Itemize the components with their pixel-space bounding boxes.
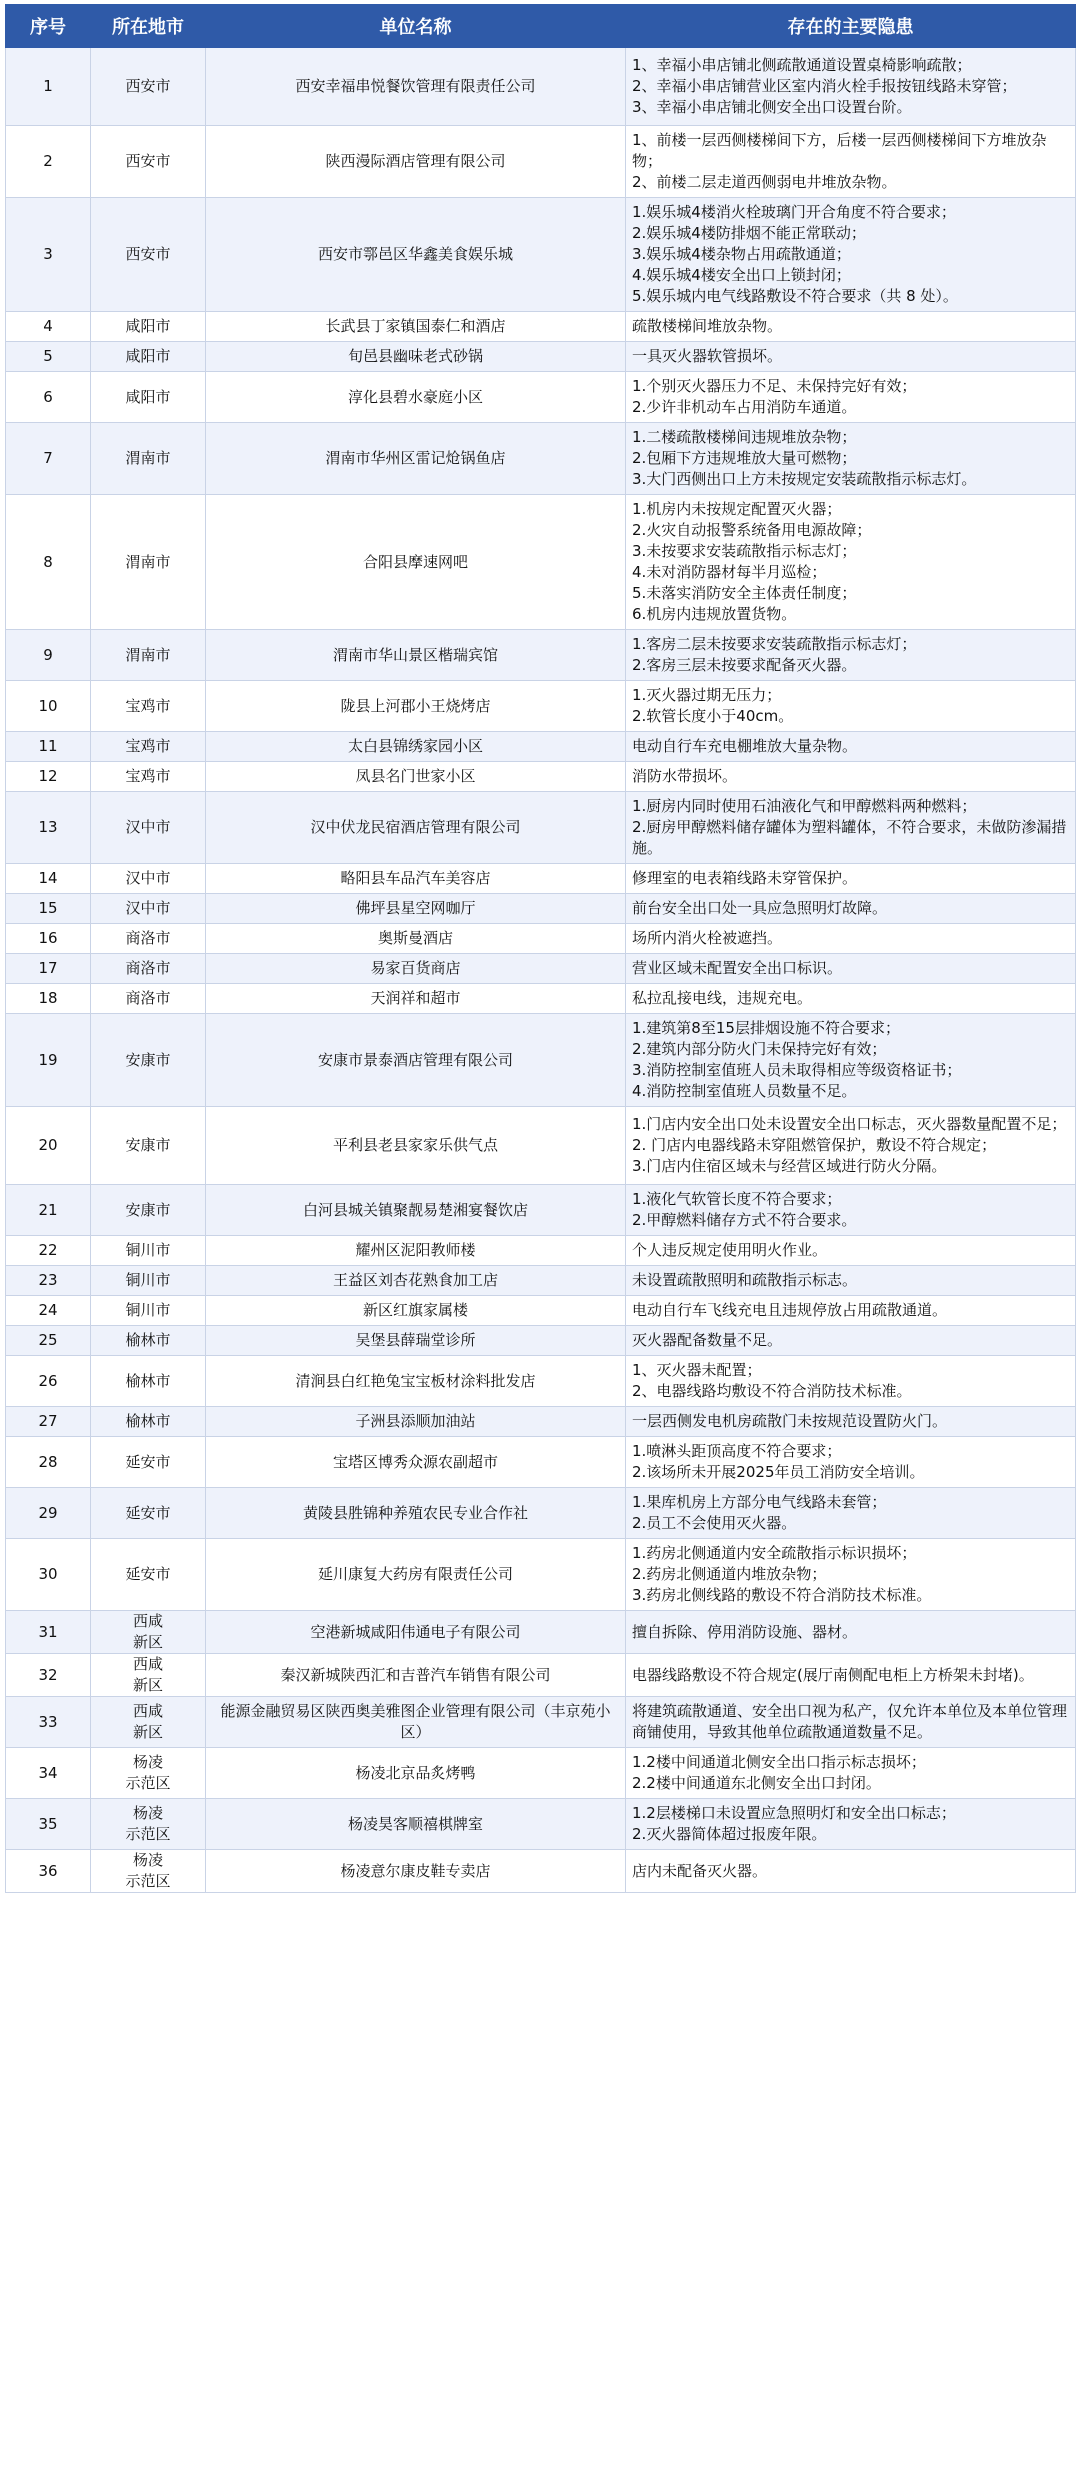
row-serial-cell: 16 bbox=[6, 924, 91, 954]
row-serial-cell: 28 bbox=[6, 1437, 91, 1488]
header-main-hazards: 存在的主要隐患 bbox=[626, 5, 1076, 48]
row-hazards-cell: 电动自行车飞线充电且违规停放占用疏散通道。 bbox=[626, 1296, 1076, 1326]
row-serial-cell: 11 bbox=[6, 732, 91, 762]
hazard-table bbox=[5, 4, 1076, 1893]
row-serial-cell: 15 bbox=[6, 894, 91, 924]
table-row bbox=[6, 198, 1076, 312]
table-row bbox=[6, 1697, 1076, 1748]
row-city-cell: 延安市 bbox=[91, 1539, 206, 1611]
table-row bbox=[6, 792, 1076, 864]
row-city-cell: 宝鸡市 bbox=[91, 762, 206, 792]
row-hazards-cell: 1.二楼疏散楼梯间违规堆放杂物； 2.包厢下方违规堆放大量可燃物； 3.大门西侧出口上方未按规定安装疏散指示标志灯。 bbox=[626, 423, 1076, 495]
row-city-cell: 咸阳市 bbox=[91, 312, 206, 342]
row-hazards-cell: 1.门店内安全出口处未设置安全出口标志，灭火器数量配置不足； 2. 门店内电器线路未穿阻燃管保护，敷设不符合规定； 3.门店内住宿区域未与经营区域进行防火分隔。 bbox=[626, 1107, 1076, 1185]
row-serial-cell: 29 bbox=[6, 1488, 91, 1539]
row-unit-name-cell: 天润祥和超市 bbox=[206, 984, 626, 1014]
row-unit-name-cell: 汉中伏龙民宿酒店管理有限公司 bbox=[206, 792, 626, 864]
row-hazards-cell: 个人违反规定使用明火作业。 bbox=[626, 1236, 1076, 1266]
table-row bbox=[6, 1748, 1076, 1799]
row-serial-cell: 18 bbox=[6, 984, 91, 1014]
row-city-cell: 西安市 bbox=[91, 126, 206, 198]
row-hazards-cell: 私拉乱接电线，违规充电。 bbox=[626, 984, 1076, 1014]
row-unit-name-cell: 陇县上河郡小王烧烤店 bbox=[206, 681, 626, 732]
row-city-cell: 渭南市 bbox=[91, 630, 206, 681]
row-serial-cell: 23 bbox=[6, 1266, 91, 1296]
row-hazards-cell: 1.灭火器过期无压力； 2.软管长度小于40cm。 bbox=[626, 681, 1076, 732]
row-city-cell: 安康市 bbox=[91, 1185, 206, 1236]
table-row bbox=[6, 1326, 1076, 1356]
table-row bbox=[6, 1356, 1076, 1407]
row-unit-name-cell: 易家百货商店 bbox=[206, 954, 626, 984]
row-hazards-cell: 1.娱乐城4楼消火栓玻璃门开合角度不符合要求； 2.娱乐城4楼防排烟不能正常联动； 3.娱乐城4楼杂物占用疏散通道； 4.娱乐城4楼安全出口上锁封闭； 5.娱乐城内电气线路敷设不符合要求（共 8 处）。 bbox=[626, 198, 1076, 312]
row-unit-name-cell: 能源金融贸易区陕西奥美雅图企业管理有限公司（丰京苑小区） bbox=[206, 1697, 626, 1748]
row-city-cell: 商洛市 bbox=[91, 924, 206, 954]
row-city-cell: 汉中市 bbox=[91, 894, 206, 924]
row-hazards-cell: 1.2楼中间通道北侧安全出口指示标志损坏； 2.2楼中间通道东北侧安全出口封闭。 bbox=[626, 1748, 1076, 1799]
row-city-cell: 安康市 bbox=[91, 1107, 206, 1185]
row-city-cell: 安康市 bbox=[91, 1014, 206, 1107]
row-hazards-cell: 一层西侧发电机房疏散门未按规范设置防火门。 bbox=[626, 1407, 1076, 1437]
row-hazards-cell: 1、前楼一层西侧楼梯间下方，后楼一层西侧楼梯间下方堆放杂物； 2、前楼二层走道西侧弱电井堆放杂物。 bbox=[626, 126, 1076, 198]
row-hazards-cell: 将建筑疏散通道、安全出口视为私产，仅允许本单位及本单位管理商铺使用，导致其他单位疏散通道数量不足。 bbox=[626, 1697, 1076, 1748]
row-unit-name-cell: 杨凌意尔康皮鞋专卖店 bbox=[206, 1850, 626, 1893]
row-hazards-cell: 电动自行车充电棚堆放大量杂物。 bbox=[626, 732, 1076, 762]
row-unit-name-cell: 长武县丁家镇国泰仁和酒店 bbox=[206, 312, 626, 342]
table-row bbox=[6, 1185, 1076, 1236]
row-city-cell: 西咸 新区 bbox=[91, 1611, 206, 1654]
row-hazards-cell: 疏散楼梯间堆放杂物。 bbox=[626, 312, 1076, 342]
header-city: 所在地市 bbox=[91, 5, 206, 48]
row-serial-cell: 1 bbox=[6, 48, 91, 126]
row-serial-cell: 7 bbox=[6, 423, 91, 495]
row-city-cell: 西安市 bbox=[91, 48, 206, 126]
row-hazards-cell: 1.2层楼梯口未设置应急照明灯和安全出口标志； 2.灭火器简体超过报废年限。 bbox=[626, 1799, 1076, 1850]
row-city-cell: 延安市 bbox=[91, 1488, 206, 1539]
row-city-cell: 铜川市 bbox=[91, 1236, 206, 1266]
row-hazards-cell: 1、灭火器未配置； 2、电器线路均敷设不符合消防技术标准。 bbox=[626, 1356, 1076, 1407]
row-serial-cell: 6 bbox=[6, 372, 91, 423]
row-hazards-cell: 修理室的电表箱线路未穿管保护。 bbox=[626, 864, 1076, 894]
table-row bbox=[6, 1654, 1076, 1697]
row-hazards-cell: 一具灭火器软管损坏。 bbox=[626, 342, 1076, 372]
row-unit-name-cell: 新区红旗家属楼 bbox=[206, 1296, 626, 1326]
row-city-cell: 西安市 bbox=[91, 198, 206, 312]
row-hazards-cell: 1.果库机房上方部分电气线路未套管； 2.员工不会使用灭火器。 bbox=[626, 1488, 1076, 1539]
row-serial-cell: 8 bbox=[6, 495, 91, 630]
row-unit-name-cell: 太白县锦绣家园小区 bbox=[206, 732, 626, 762]
table-row bbox=[6, 48, 1076, 126]
row-serial-cell: 14 bbox=[6, 864, 91, 894]
table-row bbox=[6, 423, 1076, 495]
row-serial-cell: 3 bbox=[6, 198, 91, 312]
row-city-cell: 榆林市 bbox=[91, 1326, 206, 1356]
header-serial: 序号 bbox=[6, 5, 91, 48]
row-city-cell: 杨凌 示范区 bbox=[91, 1748, 206, 1799]
row-hazards-cell: 店内未配备灭火器。 bbox=[626, 1850, 1076, 1893]
row-city-cell: 汉中市 bbox=[91, 792, 206, 864]
row-city-cell: 杨凌 示范区 bbox=[91, 1850, 206, 1893]
table-row bbox=[6, 630, 1076, 681]
row-unit-name-cell: 白河县城关镇聚靓易楚湘宴餐饮店 bbox=[206, 1185, 626, 1236]
row-hazards-cell: 消防水带损坏。 bbox=[626, 762, 1076, 792]
row-serial-cell: 5 bbox=[6, 342, 91, 372]
table-row bbox=[6, 1266, 1076, 1296]
header-unit-name: 单位名称 bbox=[206, 5, 626, 48]
row-hazards-cell: 1.药房北侧通道内安全疏散指示标识损坏； 2.药房北侧通道内堆放杂物； 3.药房北侧线路的敷设不符合消防技术标准。 bbox=[626, 1539, 1076, 1611]
row-serial-cell: 9 bbox=[6, 630, 91, 681]
table-row bbox=[6, 1107, 1076, 1185]
row-unit-name-cell: 宝塔区博秀众源农副超市 bbox=[206, 1437, 626, 1488]
row-serial-cell: 30 bbox=[6, 1539, 91, 1611]
table-row bbox=[6, 732, 1076, 762]
row-hazards-cell: 1.机房内未按规定配置灭火器； 2.火灾自动报警系统备用电源故障； 3.未按要求安装疏散指示标志灯； 4.未对消防器材每半月巡检； 5.未落实消防安全主体责任制度； 6.机房内违规放置货物。 bbox=[626, 495, 1076, 630]
row-serial-cell: 12 bbox=[6, 762, 91, 792]
row-unit-name-cell: 秦汉新城陕西汇和吉普汽车销售有限公司 bbox=[206, 1654, 626, 1697]
row-city-cell: 铜川市 bbox=[91, 1266, 206, 1296]
row-hazards-cell: 1、幸福小串店铺北侧疏散通道设置桌椅影响疏散； 2、幸福小串店铺营业区室内消火栓手报按钮线路未穿管； 3、幸福小串店铺北侧安全出口设置台阶。 bbox=[626, 48, 1076, 126]
table-row bbox=[6, 342, 1076, 372]
row-city-cell: 榆林市 bbox=[91, 1407, 206, 1437]
table-row bbox=[6, 1488, 1076, 1539]
row-unit-name-cell: 杨凌北京品炙烤鸭 bbox=[206, 1748, 626, 1799]
row-unit-name-cell: 奥斯曼酒店 bbox=[206, 924, 626, 954]
row-serial-cell: 2 bbox=[6, 126, 91, 198]
table-row bbox=[6, 312, 1076, 342]
row-hazards-cell: 1.个别灭火器压力不足、未保持完好有效； 2.少许非机动车占用消防车通道。 bbox=[626, 372, 1076, 423]
row-unit-name-cell: 杨凌昊客顺禧棋牌室 bbox=[206, 1799, 626, 1850]
table-row bbox=[6, 1611, 1076, 1654]
row-city-cell: 商洛市 bbox=[91, 984, 206, 1014]
table-row bbox=[6, 372, 1076, 423]
table-row bbox=[6, 984, 1076, 1014]
table-row bbox=[6, 864, 1076, 894]
row-unit-name-cell: 空港新城咸阳伟通电子有限公司 bbox=[206, 1611, 626, 1654]
row-unit-name-cell: 渭南市华州区雷记炝锅鱼店 bbox=[206, 423, 626, 495]
row-unit-name-cell: 王益区刘杏花熟食加工店 bbox=[206, 1266, 626, 1296]
row-serial-cell: 34 bbox=[6, 1748, 91, 1799]
table-row bbox=[6, 954, 1076, 984]
table-header-row bbox=[6, 5, 1076, 48]
table-row bbox=[6, 126, 1076, 198]
table-row bbox=[6, 1799, 1076, 1850]
row-unit-name-cell: 耀州区泥阳教师楼 bbox=[206, 1236, 626, 1266]
table-row bbox=[6, 495, 1076, 630]
table-row bbox=[6, 1437, 1076, 1488]
row-city-cell: 汉中市 bbox=[91, 864, 206, 894]
row-serial-cell: 31 bbox=[6, 1611, 91, 1654]
table-row bbox=[6, 1296, 1076, 1326]
row-unit-name-cell: 黄陵县胜锦种养殖农民专业合作社 bbox=[206, 1488, 626, 1539]
row-hazards-cell: 1.液化气软管长度不符合要求； 2.甲醇燃料储存方式不符合要求。 bbox=[626, 1185, 1076, 1236]
row-hazards-cell: 前台安全出口处一具应急照明灯故障。 bbox=[626, 894, 1076, 924]
row-serial-cell: 22 bbox=[6, 1236, 91, 1266]
row-hazards-cell: 灭火器配备数量不足。 bbox=[626, 1326, 1076, 1356]
row-hazards-cell: 未设置疏散照明和疏散指示标志。 bbox=[626, 1266, 1076, 1296]
row-unit-name-cell: 旬邑县幽味老式砂锅 bbox=[206, 342, 626, 372]
row-city-cell: 渭南市 bbox=[91, 423, 206, 495]
row-serial-cell: 26 bbox=[6, 1356, 91, 1407]
row-hazards-cell: 擅自拆除、停用消防设施、器材。 bbox=[626, 1611, 1076, 1654]
row-unit-name-cell: 陕西漫际酒店管理有限公司 bbox=[206, 126, 626, 198]
row-serial-cell: 17 bbox=[6, 954, 91, 984]
table-row bbox=[6, 1850, 1076, 1893]
row-city-cell: 延安市 bbox=[91, 1437, 206, 1488]
row-city-cell: 渭南市 bbox=[91, 495, 206, 630]
row-unit-name-cell: 略阳县车品汽车美容店 bbox=[206, 864, 626, 894]
row-unit-name-cell: 佛坪县星空网咖厅 bbox=[206, 894, 626, 924]
row-hazards-cell: 场所内消火栓被遮挡。 bbox=[626, 924, 1076, 954]
table-row bbox=[6, 1236, 1076, 1266]
table-row bbox=[6, 1407, 1076, 1437]
row-city-cell: 宝鸡市 bbox=[91, 732, 206, 762]
row-serial-cell: 10 bbox=[6, 681, 91, 732]
row-serial-cell: 33 bbox=[6, 1697, 91, 1748]
row-unit-name-cell: 西安市鄠邑区华鑫美食娱乐城 bbox=[206, 198, 626, 312]
row-serial-cell: 25 bbox=[6, 1326, 91, 1356]
row-city-cell: 铜川市 bbox=[91, 1296, 206, 1326]
row-serial-cell: 27 bbox=[6, 1407, 91, 1437]
row-hazards-cell: 1.厨房内同时使用石油液化气和甲醇燃料两种燃料； 2.厨房甲醇燃料储存罐体为塑料罐体，不符合要求，未做防渗漏措施。 bbox=[626, 792, 1076, 864]
row-hazards-cell: 营业区域未配置安全出口标识。 bbox=[626, 954, 1076, 984]
table-row bbox=[6, 924, 1076, 954]
row-city-cell: 商洛市 bbox=[91, 954, 206, 984]
row-city-cell: 咸阳市 bbox=[91, 372, 206, 423]
row-serial-cell: 19 bbox=[6, 1014, 91, 1107]
row-unit-name-cell: 平利县老县家家乐供气点 bbox=[206, 1107, 626, 1185]
row-serial-cell: 4 bbox=[6, 312, 91, 342]
row-serial-cell: 21 bbox=[6, 1185, 91, 1236]
row-hazards-cell: 1.客房二层未按要求安装疏散指示标志灯； 2.客房三层未按要求配备灭火器。 bbox=[626, 630, 1076, 681]
row-city-cell: 咸阳市 bbox=[91, 342, 206, 372]
row-city-cell: 榆林市 bbox=[91, 1356, 206, 1407]
row-unit-name-cell: 渭南市华山景区楷瑞宾馆 bbox=[206, 630, 626, 681]
row-serial-cell: 32 bbox=[6, 1654, 91, 1697]
row-serial-cell: 24 bbox=[6, 1296, 91, 1326]
row-unit-name-cell: 淳化县碧水豪庭小区 bbox=[206, 372, 626, 423]
table-row bbox=[6, 681, 1076, 732]
table-row bbox=[6, 1014, 1076, 1107]
row-unit-name-cell: 西安幸福串悦餐饮管理有限责任公司 bbox=[206, 48, 626, 126]
row-city-cell: 西咸 新区 bbox=[91, 1654, 206, 1697]
row-hazards-cell: 1.喷淋头距顶高度不符合要求； 2.该场所未开展2025年员工消防安全培训。 bbox=[626, 1437, 1076, 1488]
table-row bbox=[6, 1539, 1076, 1611]
table-row bbox=[6, 894, 1076, 924]
row-unit-name-cell: 延川康复大药房有限责任公司 bbox=[206, 1539, 626, 1611]
row-unit-name-cell: 子洲县添顺加油站 bbox=[206, 1407, 626, 1437]
row-unit-name-cell: 吴堡县薛瑞堂诊所 bbox=[206, 1326, 626, 1356]
row-unit-name-cell: 凤县名门世家小区 bbox=[206, 762, 626, 792]
row-city-cell: 杨凌 示范区 bbox=[91, 1799, 206, 1850]
row-hazards-cell: 1.建筑第8至15层排烟设施不符合要求； 2.建筑内部分防火门未保持完好有效； 3.消防控制室值班人员未取得相应等级资格证书； 4.消防控制室值班人员数量不足。 bbox=[626, 1014, 1076, 1107]
table-row bbox=[6, 762, 1076, 792]
row-serial-cell: 36 bbox=[6, 1850, 91, 1893]
row-hazards-cell: 电器线路敷设不符合规定(展厅南侧配电柜上方桥架未封堵)。 bbox=[626, 1654, 1076, 1697]
row-unit-name-cell: 清涧县白红艳兔宝宝板材涂料批发店 bbox=[206, 1356, 626, 1407]
table-body bbox=[6, 48, 1076, 1893]
row-city-cell: 西咸 新区 bbox=[91, 1697, 206, 1748]
row-unit-name-cell: 安康市景泰酒店管理有限公司 bbox=[206, 1014, 626, 1107]
row-serial-cell: 20 bbox=[6, 1107, 91, 1185]
row-unit-name-cell: 合阳县摩速网吧 bbox=[206, 495, 626, 630]
row-city-cell: 宝鸡市 bbox=[91, 681, 206, 732]
hazard-table-container bbox=[5, 4, 1075, 1893]
row-serial-cell: 35 bbox=[6, 1799, 91, 1850]
row-serial-cell: 13 bbox=[6, 792, 91, 864]
